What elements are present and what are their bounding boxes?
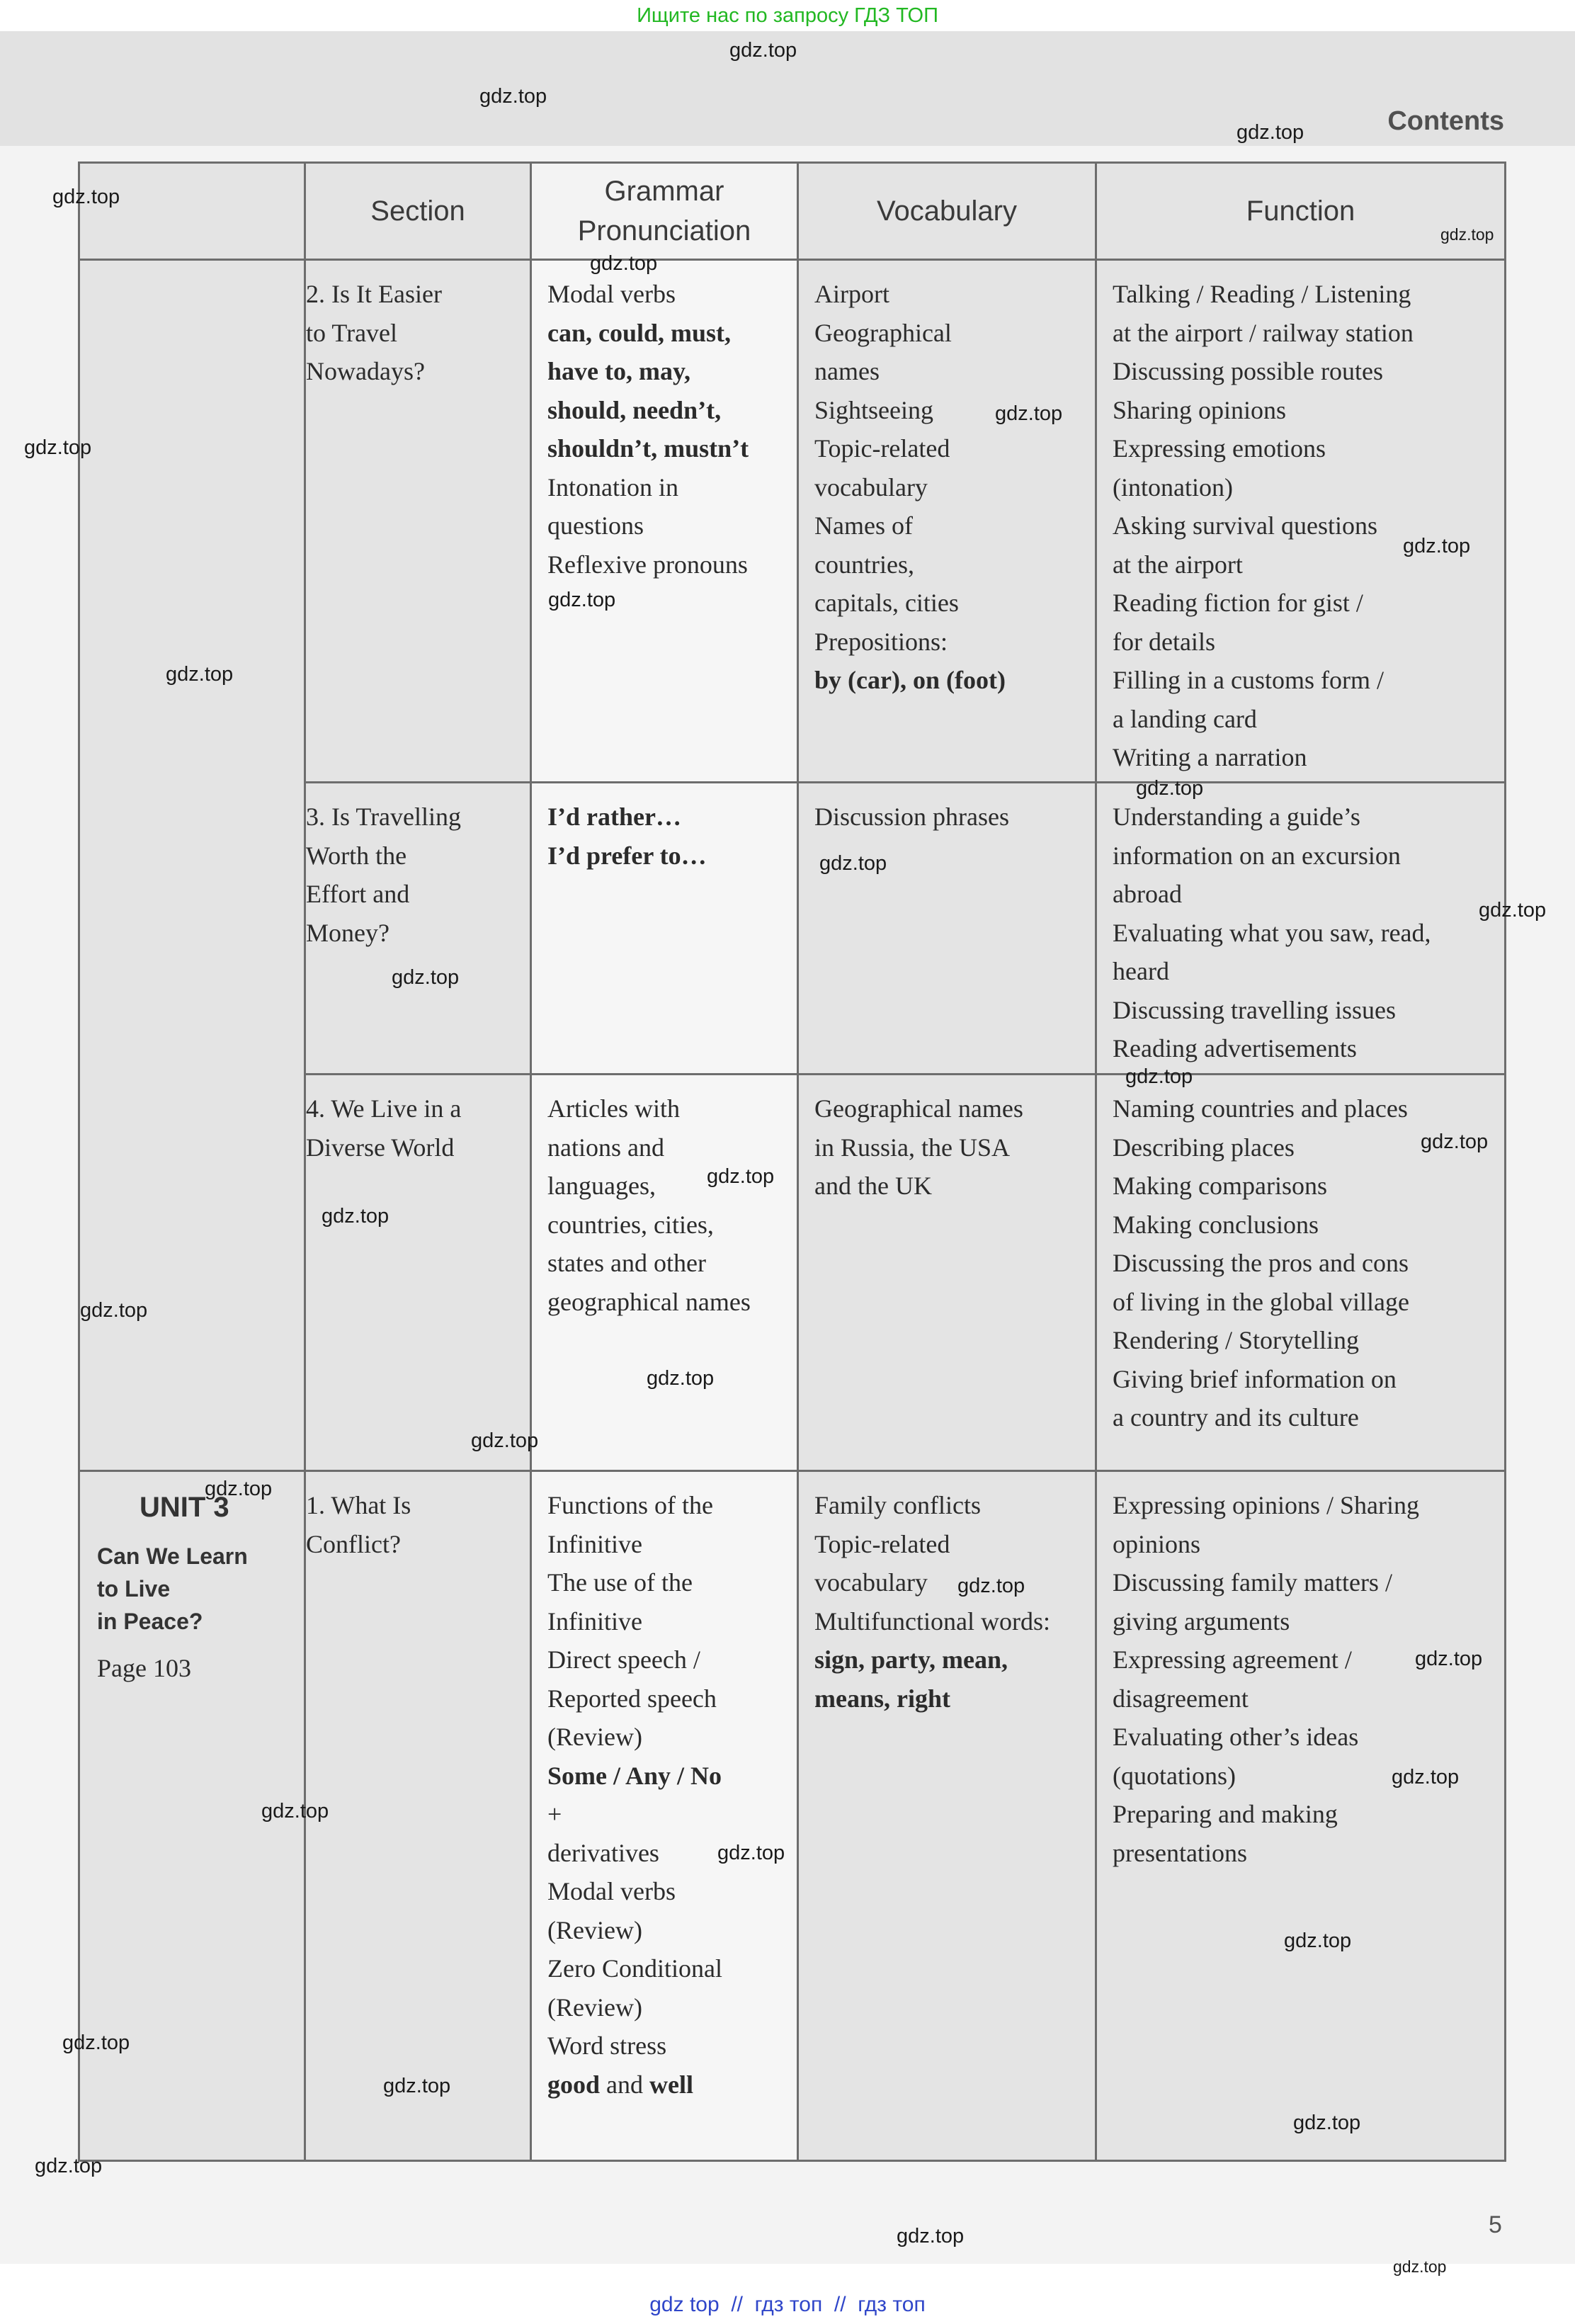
watermark-text: gdz.top [383,2075,451,2097]
function-cell [1096,783,1506,1075]
unit3-title-line: Can We Learn [97,1543,248,1569]
grammar-header-line2: Pronunciation [577,215,751,246]
cell-line: Writing a narration [1113,743,1307,771]
grammar-text [532,1075,797,1321]
top-promo-link[interactable]: Ищите нас по запросу ГДЗ ТОП [637,4,938,27]
cell-line: Intonation in [547,472,678,501]
section-cell [305,1075,531,1471]
watermark-text: gdz.top [729,39,797,62]
watermark-text: gdz.top [1236,121,1304,144]
cell-line: vocabulary [814,472,928,501]
watermark-text: gdz.top [717,1842,785,1864]
watermark-text: gdz.top [1125,1065,1193,1088]
cell-line: Zero Conditional [547,1954,722,1983]
cell-line: 3. Is Travelling [306,803,462,831]
cell-line: Geographical [814,318,952,347]
cell-line: capitals, cities [814,589,959,617]
cell-line: (Review) [547,1915,642,1944]
cell-line: Preparing and making [1113,1800,1338,1828]
cell-line: Modal verbs [547,1877,676,1905]
cell-line: Multifunctional words: [814,1606,1050,1636]
cell-line: Expressing opinions / Sharing [1113,1491,1419,1519]
grammar-text [532,261,797,584]
cell-line: Understanding a guide’s [1113,803,1360,831]
cell-line: (Review) [547,1723,642,1751]
grammar-bold-well: well [649,2070,693,2099]
grammar-cell [531,1471,798,2161]
watermark-text: gdz.top [995,402,1063,425]
cell-line: shouldn’t, mustn’t [547,434,749,463]
cell-line: countries, cities, [547,1210,714,1239]
unit3-page-ref: Page 103 [97,1654,191,1682]
function-column-header: Function [1096,163,1506,260]
table-header-row [79,163,1506,260]
cell-line: at the airport / railway station [1113,318,1414,347]
cell-line: Conflict? [306,1529,401,1558]
cell-line: Evaluating other’s ideas [1113,1723,1359,1751]
watermark-text: gdz.top [590,252,658,275]
cell-line: for details [1113,627,1215,656]
cell-line: Sharing opinions [1113,395,1287,424]
cell-line: derivatives [547,1838,659,1867]
watermark-text: gdz.top [1440,225,1494,244]
grammar-and: and [600,2070,650,2099]
cell-line: nations and [547,1133,664,1162]
watermark-text: gdz.top [322,1205,390,1228]
grammar-lines [547,1486,781,2065]
section-cell [305,783,531,1075]
cell-line: to Travel [306,318,398,347]
cell-line: Diverse World [306,1133,455,1162]
cell-line: heard [1113,957,1169,985]
cell-line: abroad [1113,880,1182,908]
function-text [1097,1075,1504,1437]
watermark-text: gdz.top [166,663,234,686]
function-text [1097,1472,1504,1872]
cell-line: countries, [814,550,914,579]
cell-line: Effort and [306,880,410,908]
vocabulary-column-header: Vocabulary [798,163,1096,260]
watermark-text: gdz.top [957,1575,1025,1597]
grammar-cell [531,260,798,783]
cell-line: Airport [814,280,889,308]
cell-line: Asking survival questions [1113,511,1377,540]
watermark-text: gdz.top [1479,899,1547,922]
cell-line: (quotations) [1113,1761,1236,1790]
grammar-bold-good: good [547,2070,601,2099]
watermark-text: gdz.top [205,1478,273,1500]
cell-line: 2. Is It Easier [306,280,442,308]
section-cell [305,260,531,783]
cell-line: Making comparisons [1113,1172,1327,1200]
cell-line: Talking / Reading / Listening [1113,280,1411,308]
function-text [1097,783,1504,1068]
cell-line: Discussing family matters / [1113,1568,1392,1597]
cell-line: Nowadays? [306,357,425,385]
cell-line: Discussing the pros and cons [1113,1249,1409,1277]
cell-line: of living in the global village [1113,1287,1409,1316]
cell-line: Making conclusions [1113,1210,1319,1239]
cell-line: a country and its culture [1113,1403,1359,1432]
cell-line: Topic-related [814,434,950,463]
grammar-header-line1: Grammar [604,176,724,207]
cell-line: Describing places [1113,1133,1295,1162]
cell-line: a landing card [1113,704,1257,733]
cell-line: Geographical names [814,1094,1023,1123]
cell-line: Topic-related [814,1529,950,1558]
watermark-text: gdz.top [897,2225,965,2248]
cell-line: Money? [306,918,390,947]
cell-line: states and other [547,1249,706,1277]
cell-line: I’d prefer to… [547,841,707,870]
function-cell [1096,260,1506,783]
vocabulary-text [799,783,1095,837]
cell-line: Evaluating what you saw, read, [1113,918,1431,947]
watermark-text: gdz.top [1421,1130,1489,1153]
watermark-text: gdz.top [62,2031,130,2054]
cell-line: Giving brief information on [1113,1364,1397,1393]
vocabulary-cell [798,783,1096,1075]
unit2-column-cell [79,260,305,1471]
watermark-text: gdz.top [1293,2112,1361,2134]
watermark-text: gdz.top [24,436,92,459]
cell-line: Functions of the [547,1491,713,1519]
vocabulary-text [799,261,1095,700]
grammar-cell [531,783,798,1075]
watermark-text: gdz.top [35,2155,103,2177]
grammar-line [547,2065,781,2104]
watermark-text: gdz.top [1136,777,1204,800]
watermark-text: gdz.top [1284,1929,1352,1952]
cell-line: in Russia, the USA [814,1133,1011,1162]
watermark-text: gdz.top [1403,535,1471,557]
cell-line: The use of the [547,1568,693,1597]
cell-line: Discussing travelling issues [1113,995,1396,1024]
cell-line: languages, [547,1172,656,1200]
cell-line: Infinitive [547,1606,642,1636]
cell-line: means, right [814,1684,950,1713]
cell-line: at the airport [1113,550,1243,579]
unit3-label: UNIT 3 [140,1492,229,1523]
watermark-text: gdz.top [479,85,547,108]
cell-line: Articles with [547,1094,680,1123]
cell-line: Discussing possible routes [1113,357,1383,385]
vocabulary-cell [798,260,1096,783]
watermark-text: gdz.top [392,966,460,989]
section-text [306,1075,530,1167]
watermark-text: gdz.top [52,186,120,208]
unit-column-header [79,163,305,260]
cell-line: opinions [1113,1529,1201,1558]
section-column-header: Section [305,163,531,260]
footer-links[interactable]: gdz top // гдз топ // гдз топ [649,2293,926,2316]
watermark-text: gdz.top [1415,1648,1483,1670]
cell-line: disagreement [1113,1684,1249,1713]
contents-title: Contents [1387,106,1504,136]
cell-line: have to, may, [547,357,690,385]
cell-line: and the UK [814,1172,932,1200]
cell-line: 1. What Is [306,1491,411,1519]
cell-line: Family conflicts [814,1491,981,1519]
grammar-cell [531,1075,798,1471]
cell-line: Reading fiction for gist / [1113,589,1363,617]
cell-line: Rendering / Storytelling [1113,1326,1359,1354]
unit3-title-line: in Peace? [97,1609,203,1634]
vocabulary-text [799,1075,1095,1206]
page-number: 5 [1489,2211,1502,2238]
grammar-text [532,783,797,875]
watermark-text: gdz.top [1392,1766,1460,1789]
watermark-text: gdz.top [471,1429,539,1452]
grammar-column-header [531,163,798,260]
cell-line: giving arguments [1113,1606,1290,1636]
section-cell [305,1471,531,2161]
function-cell [1096,1471,1506,2161]
cell-line: + [547,1800,562,1828]
vocabulary-cell [798,1075,1096,1471]
table-row [79,260,1506,783]
cell-line: Worth the [306,841,407,870]
section-text [306,783,530,952]
cell-line: questions [547,511,644,540]
cell-line: Reflexive pronouns [547,550,748,579]
watermark-text: gdz.top [80,1299,148,1322]
cell-line: Names of [814,511,913,540]
cell-line: Expressing agreement / [1113,1645,1352,1674]
cell-line: Some / Any / No [547,1761,722,1790]
cell-line: information on an excursion [1113,841,1401,870]
cell-line: Modal verbs [547,280,676,308]
cell-line: Direct speech / [547,1645,700,1674]
watermark-text: gdz.top [647,1367,715,1390]
cell-line: sign, party, mean, [814,1645,1008,1674]
cell-line: by (car), on (foot) [814,666,1006,694]
cell-line: names [814,357,880,385]
grammar-text [532,1472,797,2104]
watermark-text: gdz.top [707,1165,775,1188]
vocabulary-text [799,1472,1095,1718]
section-text [306,261,530,391]
cell-line: Prepositions: [814,627,948,656]
cell-line: Sightseeing [814,395,933,424]
contents-table [78,161,1506,2162]
cell-line: should, needn’t, [547,395,722,424]
cell-line: 4. We Live in a [306,1094,462,1123]
cell-line: Reading advertisements [1113,1034,1357,1062]
watermark-text: gdz.top [548,589,616,611]
cell-line: Discussion phrases [814,803,1009,831]
watermark-text: gdz.top [1393,2257,1447,2276]
vocabulary-cell [798,1471,1096,2161]
cell-line: Word stress [547,2031,667,2060]
cell-line: can, could, must, [547,318,732,347]
function-text [1097,261,1504,777]
cell-line: (Review) [547,1993,642,2022]
section-text [306,1472,530,1563]
watermark-text: gdz.top [261,1800,329,1823]
cell-line: presentations [1113,1838,1247,1867]
watermark-text: gdz.top [819,852,887,875]
cell-line: Expressing emotions [1113,434,1326,463]
cell-line: vocabulary [814,1568,928,1597]
cell-line: Reported speech [547,1684,717,1713]
cell-line: geographical names [547,1287,751,1316]
unit3-title-line: to Live [97,1576,171,1602]
cell-line: (intonation) [1113,472,1233,501]
cell-line: Naming countries and places [1113,1094,1408,1123]
cell-line: I’d rather… [547,803,681,831]
cell-line: Infinitive [547,1529,642,1558]
unit3-title [80,1527,304,1638]
cell-line: Filling in a customs form / [1113,666,1384,694]
